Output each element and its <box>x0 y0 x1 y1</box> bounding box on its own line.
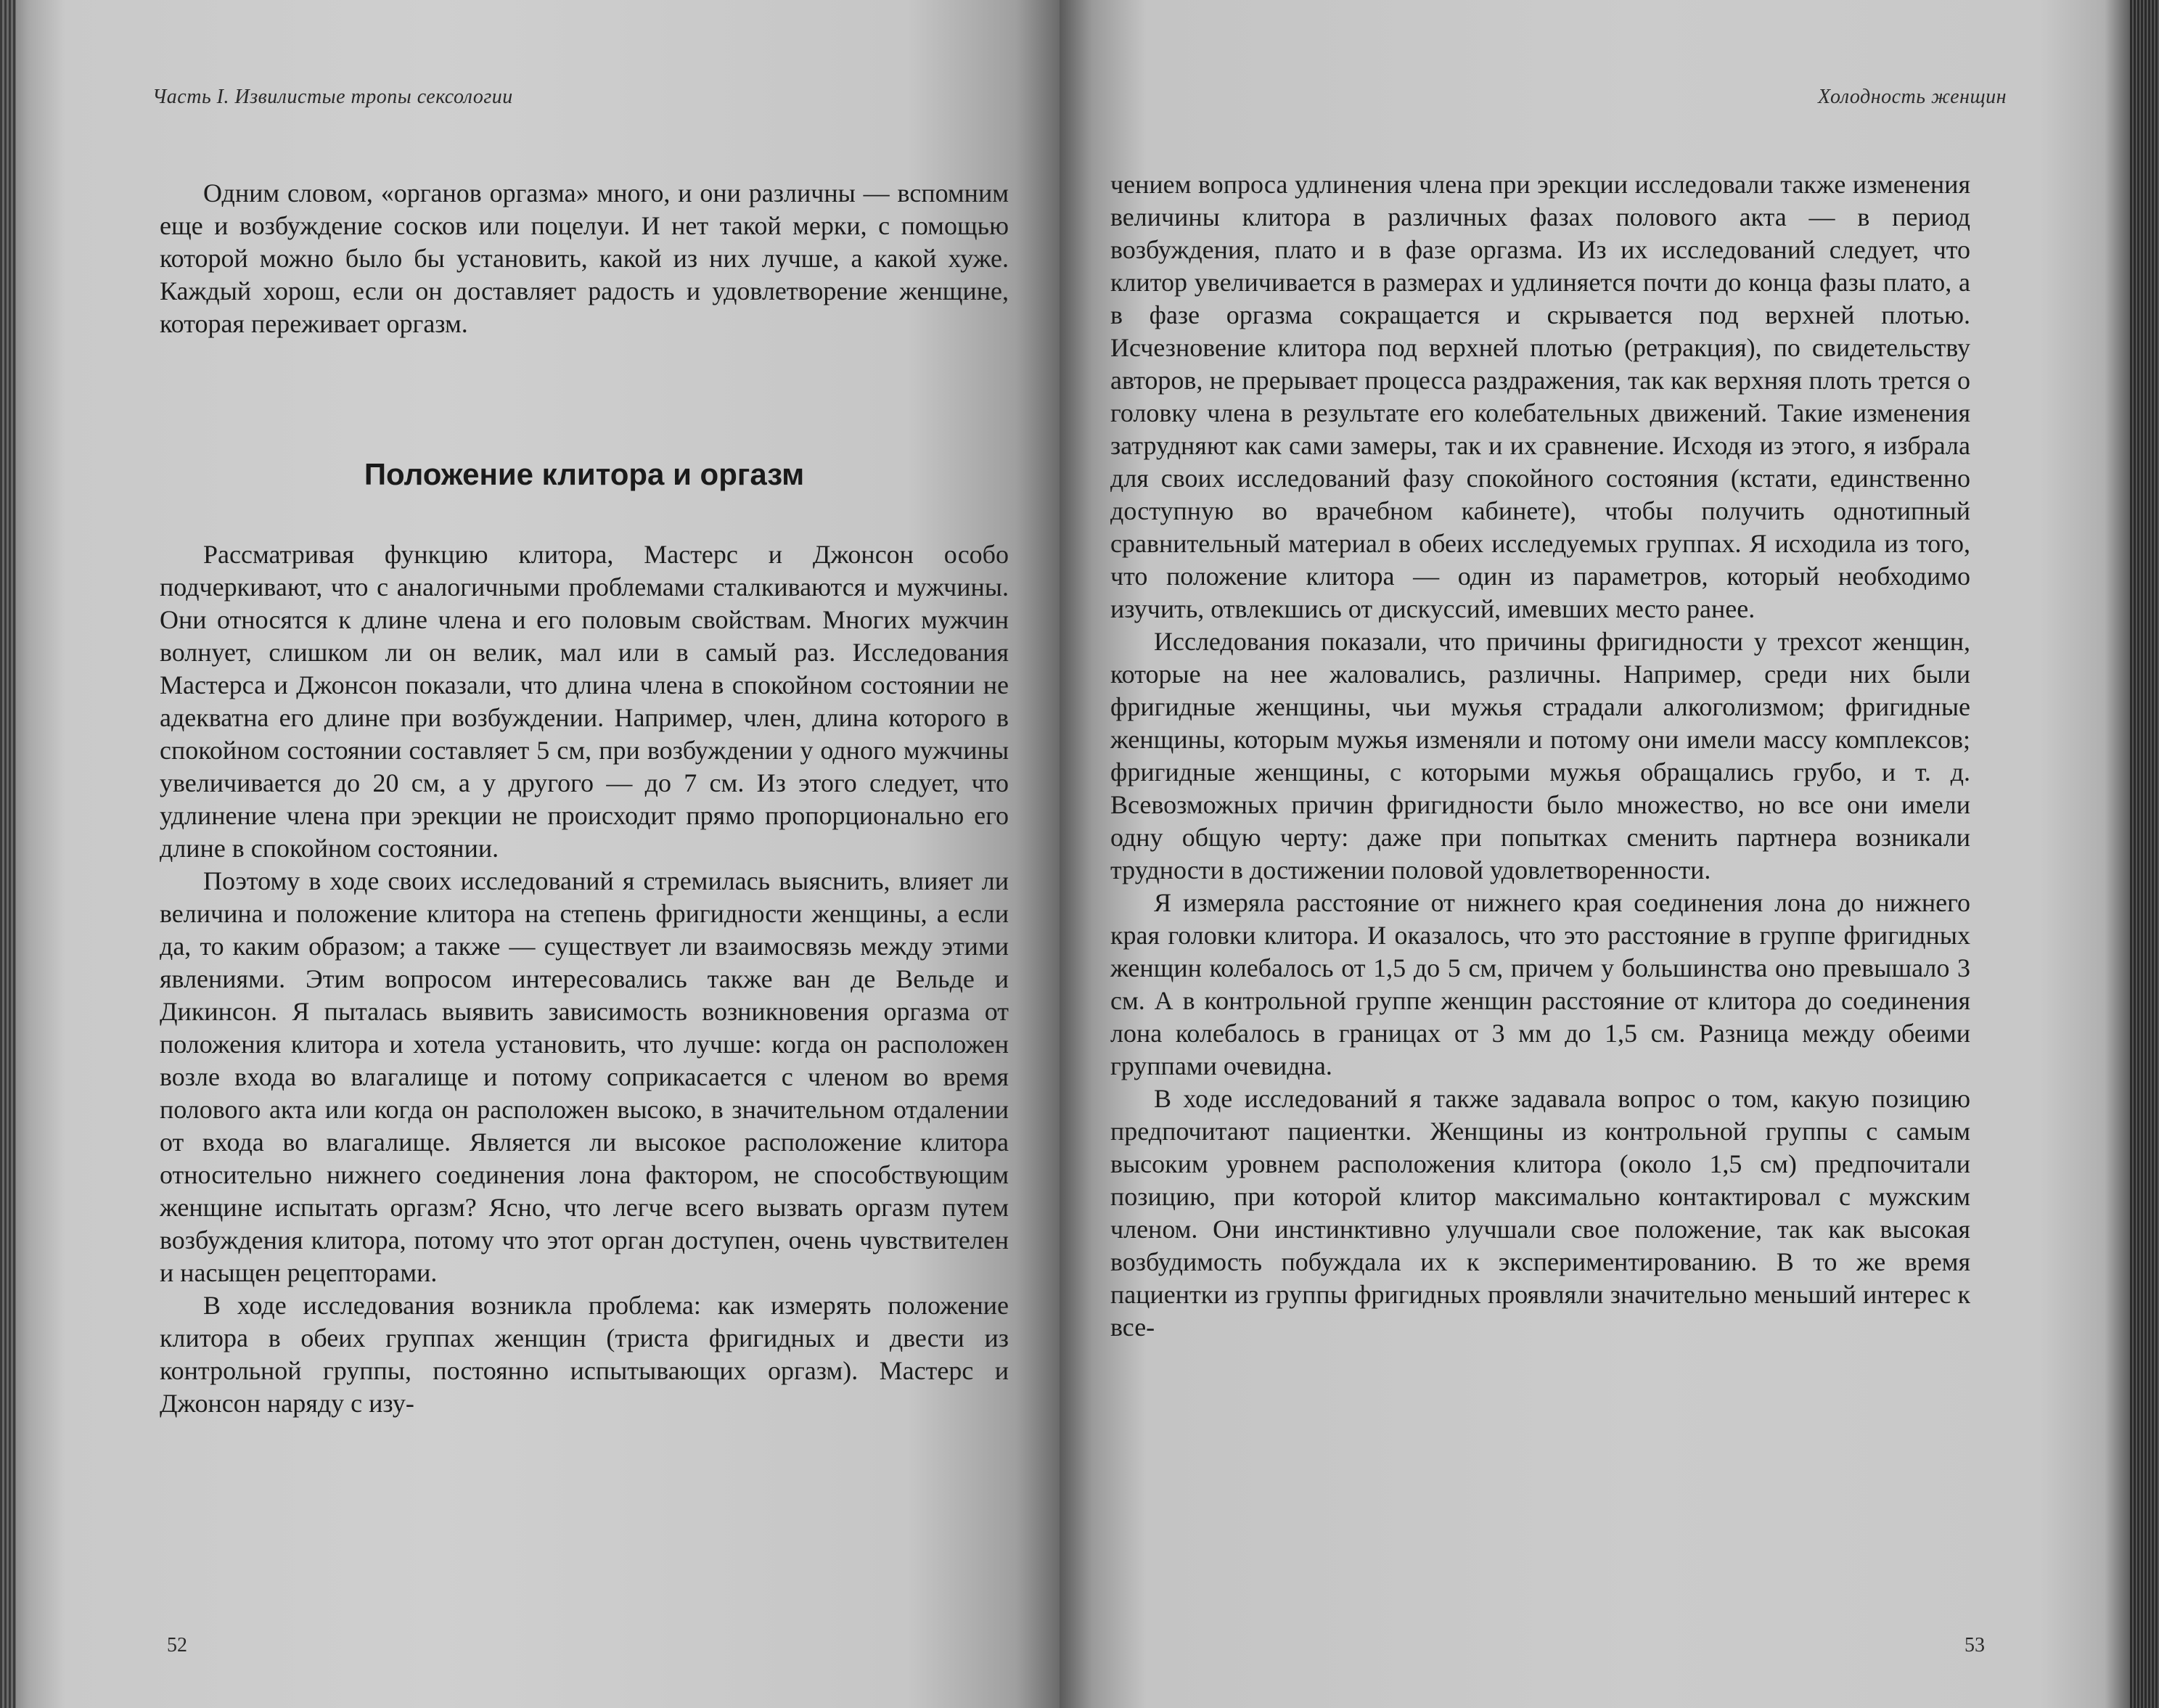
right-page <box>1060 0 2130 1708</box>
page-number-left: 52 <box>167 1634 187 1656</box>
body-paragraph: Рассматривая функцию клитора, Мастерс и Джонсон особо подчеркивают, что с аналогичными проблемами сталкиваются и мужчины. Они относятся к длине члена и его половым свойствам. Многих мужчин волнует, слишком ли он велик, мал или в самый раз. Исследования Мастерса и Джонсон показали, что длина члена в спокойном состоянии не адекватна его длине при возбуждении. Например, член, длина которого в спокойном состоянии составляет 5 см, при возбуждении у одного мужчины увеличивается до 20 см, а у другого — до 7 см. Из этого следует, что удлинение члена при эрекции не происходит прямо пропорционально его длине в спокойном состоянии. <box>160 540 1009 863</box>
page-edge-right <box>2130 0 2159 1708</box>
body-paragraph: В ходе исследований я также задавала вопрос о том, какую позицию предпочитают пациентки. Женщины из контрольной группы с самым высоким уровнем расположения клитора (около 1,5 см) предпочитали позицию, при которой клитор максимально контактировал с мужским членом. Они инстинктивно улучшали свое положение, так как высокая возбудимость побуждала их к экспериментированию. В то же время пациентки из группы фригидных проявляли значительно меньший интерес к все- <box>1110 1084 1970 1342</box>
intro-paragraph: Одним словом, «органов оргазма» много, и они различны — вспомним еще и возбуждение сосков или поцелуи. И нет такой мерки, с помощью которой можно было бы установить, какой из них лучше, а какой хуже. Каждый хорош, если он доставляет радость и удовлетворение женщине, которая переживает оргазм. <box>160 178 1009 338</box>
running-head-right: Холодность женщин <box>1818 86 2007 108</box>
body-paragraph: Исследования показали, что причины фригидности у трехсот женщин, которые на нее жаловались, различны. Например, среди них были фригидные женщины, чьи мужья страдали алкоголизмом; фригидные женщины, которым мужья изменяли и потому они имели массу комплексов; фригидные женщины, с которыми мужья обращались грубо, и т. д. Всевозможных причин фригидности было множество, но все они имели одну общую черту: даже при попытках сменить партнера возникали трудности в достижении половой удовлетворенности. <box>1110 627 1970 884</box>
running-head-left: Часть I. Извилистые тропы сексологии <box>152 86 513 108</box>
page-number-right: 53 <box>1965 1634 1985 1656</box>
right-body-text <box>1110 168 1970 1344</box>
page-edge-left <box>0 0 16 1708</box>
body-paragraph: В ходе исследования возникла проблема: как измерять положение клитора в обеих группах женщин (триста фригидных и двести из контрольной группы, постоянно испытывающих оргазм). Мастерс и Джонсон наряду с изу- <box>160 1291 1009 1418</box>
section-heading: Положение клитора и оргазм <box>364 457 805 491</box>
left-body-text <box>160 538 1009 1420</box>
continuation-paragraph: чением вопроса удлинения члена при эрекции исследовали также изменения величины клитора в различных фазах полового акта — в период возбуждения, плато и в фазе оргазма. Из их исследований следует, что клитор увеличивается в размерах и удлиняется почти до конца фазы плато, а в фазе оргазма сокращается и скрывается под верхней плотью. Исчезновение клитора под верхней плотью (ретракция), по свидетельству авторов, не прерывает процесса раздражения, так как верхняя плоть трется о головку члена в результате его колебательных движений. Такие изменения затрудняют как сами замеры, так и их сравнение. Исходя из этого, я избрала для своих исследований фазу спокойного состояния (кстати, единственно доступную во врачебном кабинете), чтобы получить однотипный сравнительный материал в обеих исследуемых группах. Я исходила из того, что положение клитора — один из параметров, который необходимо изучить, отвлекшись от дискуссий, имевших место ранее. <box>1110 170 1970 623</box>
body-paragraph: Поэтому в ходе своих исследований я стремилась выяснить, влияет ли величина и положение клитора на степень фригидности женщины, а если да, то каким образом; а также — существует ли взаимосвязь между этими явлениями. Этим вопросом интересовались также ван де Вельде и Дикинсон. Я пыталась выявить зависимость возникновения оргазма от положения клитора и хотела установить, что лучше: когда он расположен возле входа во влагалище и потому соприкасается с членом во время полового акта или когда он расположен высоко, в значительном отдалении от входа во влагалище. Является ли высокое расположение клитора относительно нижнего соединения лона фактором, не способствующим женщине испытать оргазм? Ясно, что легче всего вызвать оргазм путем возбуждения клитора, потому что этот орган доступен, очень чувствителен и насыщен рецепторами. <box>160 866 1009 1287</box>
body-paragraph: Я измеряла расстояние от нижнего края соединения лона до нижнего края головки клитора. И оказалось, что это расстояние в группе фригидных женщин колебалось от 1,5 до 5 см, причем у большинства оно превышало 3 см. А в контрольной группе женщин расстояние от клитора до соединения лона колебалось в границах от 3 мм до 1,5 см. Разница между обеими группами очевидна. <box>1110 888 1970 1080</box>
intro-text <box>160 177 1009 340</box>
left-page <box>0 0 1060 1708</box>
